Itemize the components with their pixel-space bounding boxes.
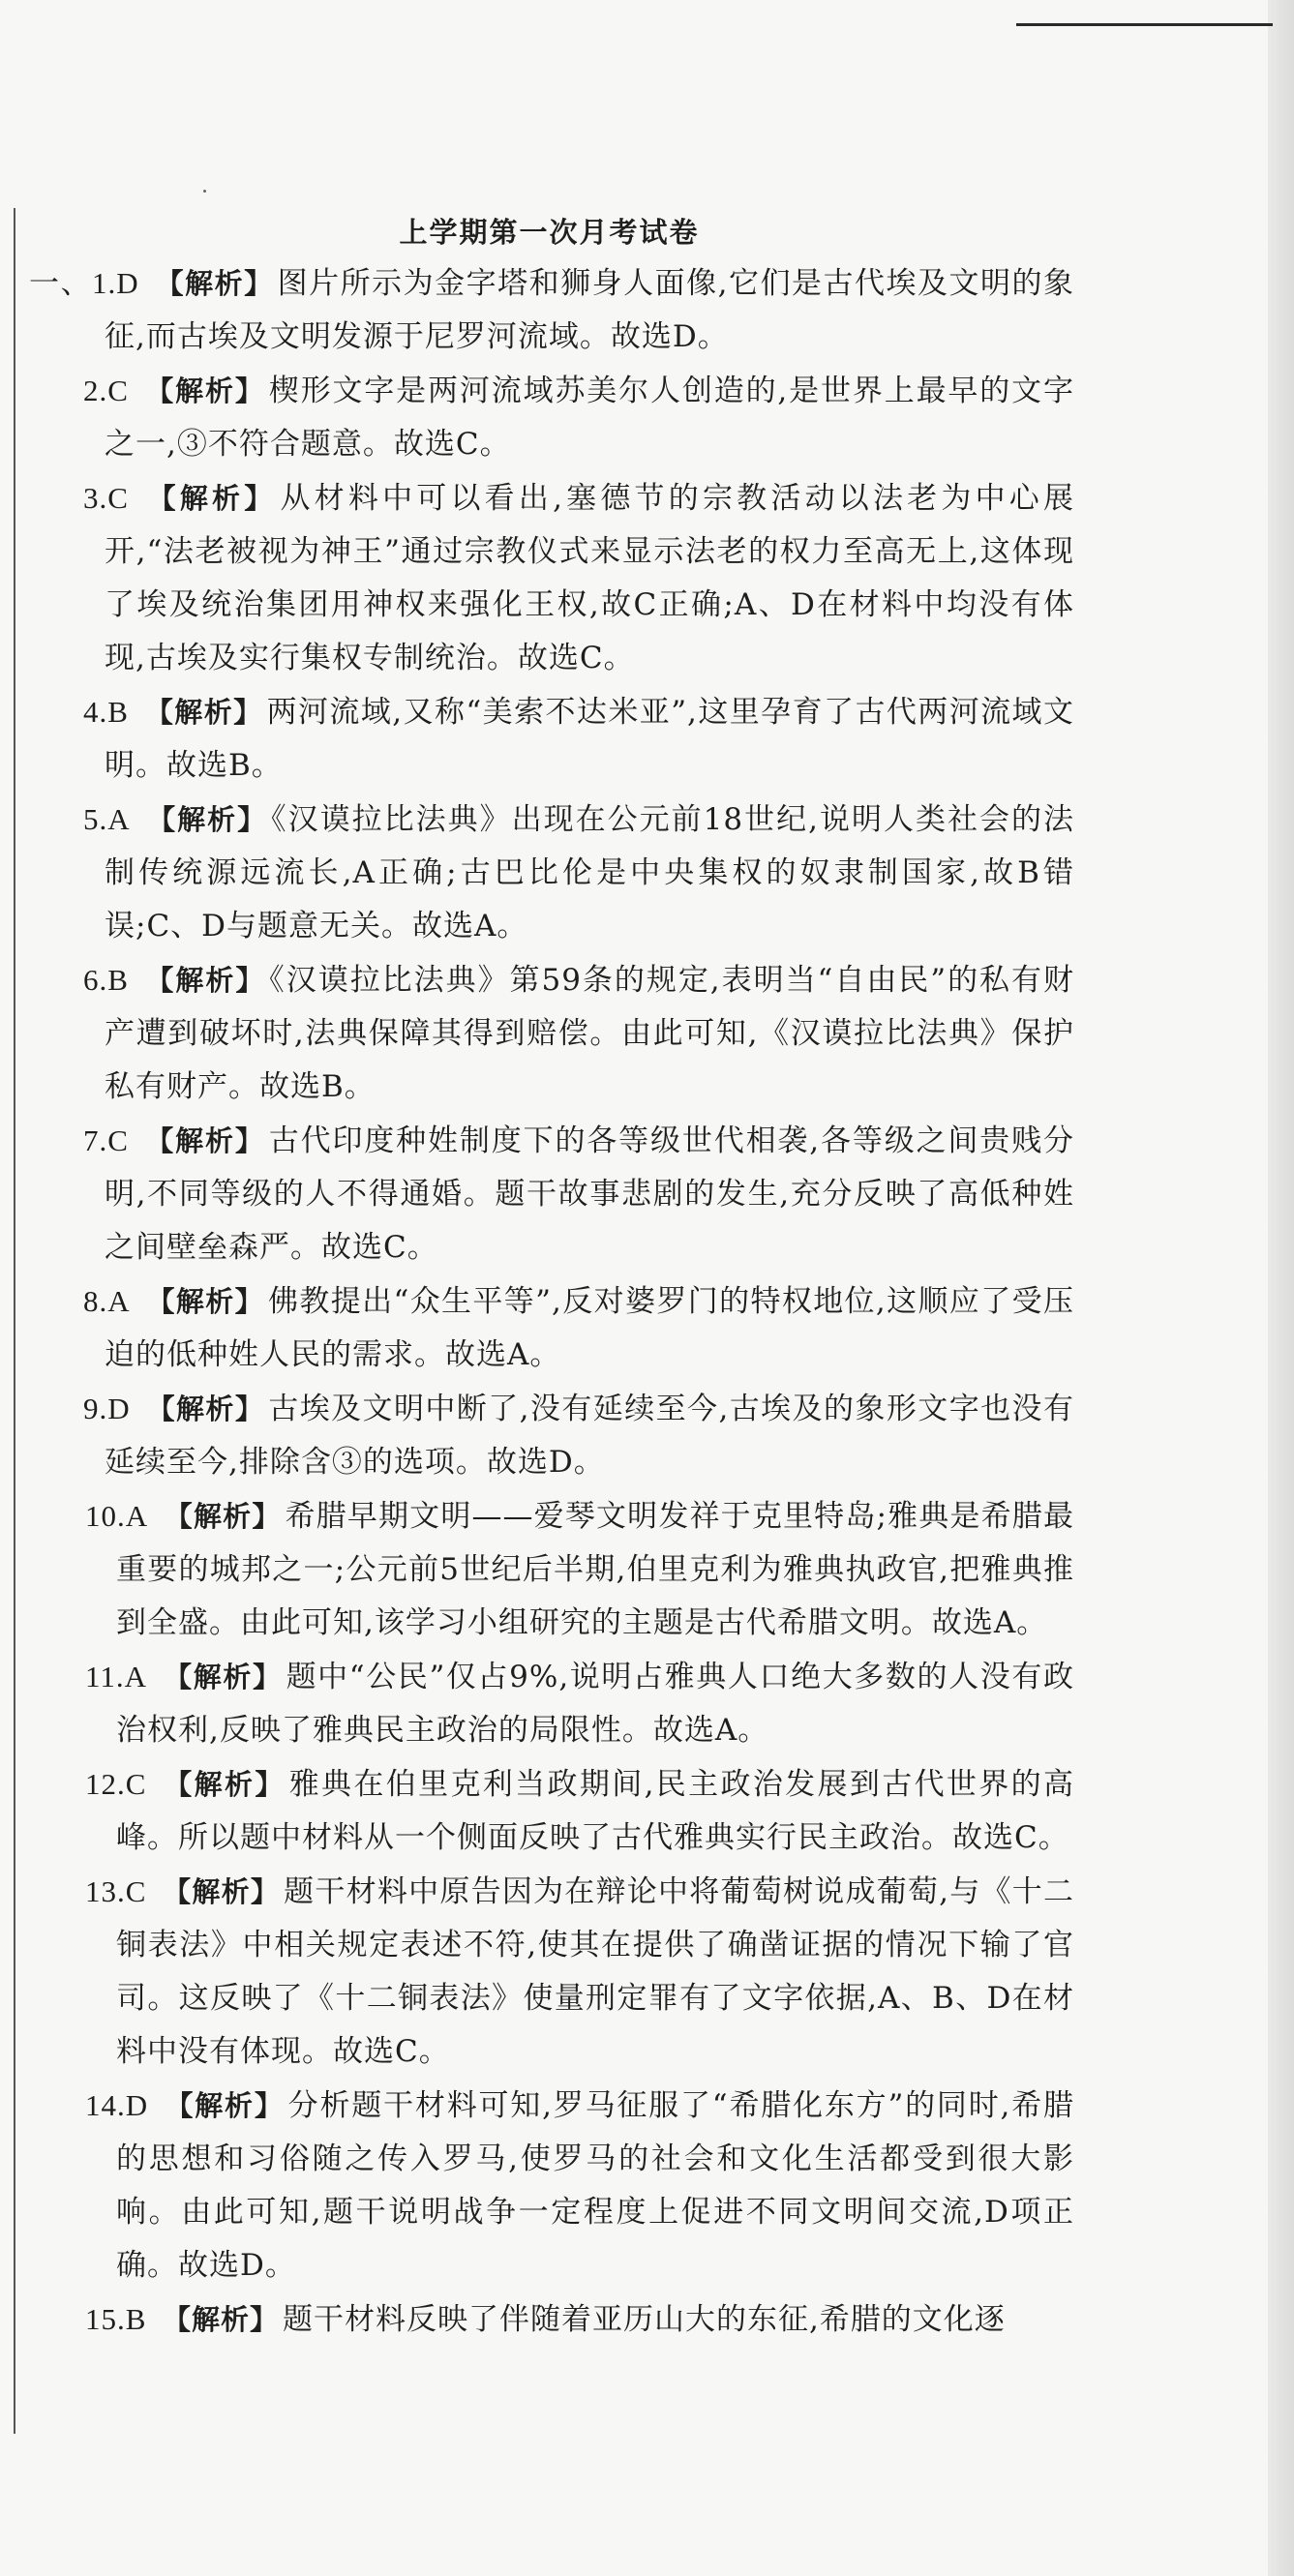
answer-item xyxy=(29,2292,1074,2347)
analysis-text: 《汉谟拉比法典》出现在公元前18世纪,说明人类社会的法制传统源远流长,A正确;古巴比伦是中央集权的奴隶制国家,故B错误;C、D与题意无关。故选A。 xyxy=(105,802,1074,944)
section-prefix: 一、 xyxy=(29,266,92,301)
scan-speck xyxy=(203,190,206,193)
answer-number: 3.C xyxy=(83,481,129,515)
analysis-text: 雅典在伯里克利当政期间,民主政治发展到古代世界的高峰。所以题中材料从一个侧面反映了古代雅典实行民主政治。故选C。 xyxy=(116,1767,1074,1855)
analysis-text: 题中“公民”仅占9%,说明占雅典人口绝大多数的人没有政治权利,反映了雅典民主政治的局限性。故选A。 xyxy=(116,1660,1074,1748)
analysis-tag: 【解析】 xyxy=(144,696,263,729)
answer-number: 11.A xyxy=(85,1660,147,1693)
answer-number: 1.D xyxy=(92,266,139,300)
answer-number: 5.A xyxy=(83,802,131,836)
answer-item xyxy=(29,364,1074,471)
analysis-text: 佛教提出“众生平等”,反对婆罗门的特权地位,这顺应了受压迫的低种姓人民的需求。故选A。 xyxy=(105,1284,1074,1372)
analysis-tag: 【解析】 xyxy=(155,267,274,300)
answer-number: 14.D xyxy=(85,2088,149,2122)
answer-number: 9.D xyxy=(83,1392,131,1425)
analysis-tag: 【解析】 xyxy=(146,1285,264,1318)
answer-number: 7.C xyxy=(83,1123,129,1157)
answer-item xyxy=(29,1274,1074,1382)
analysis-text: 古埃及文明中断了,没有延续至今,古埃及的象形文字也没有延续至今,排除含③的选项。故选D。 xyxy=(105,1392,1074,1480)
analysis-tag: 【解析】 xyxy=(164,1500,282,1533)
analysis-text: 楔形文字是两河流域苏美尔人创造的,是世界上最早的文字之一,③不符合题意。故选C。 xyxy=(105,374,1074,462)
answer-number: 13.C xyxy=(85,1874,147,1908)
analysis-tag: 【解析】 xyxy=(163,1661,283,1693)
answer-number: 12.C xyxy=(85,1767,147,1801)
analysis-text: 分析题干材料可知,罗马征服了“希腊化东方”的同时,希腊的思想和习俗随之传入罗马,使罗马的社会和文化生活都受到很大影响。由此可知,题干说明战争一定程度上促进不同文明间交流,D项正确。故选D。 xyxy=(116,2088,1074,2283)
page-title: 上学期第一次月考试卷 xyxy=(399,216,700,249)
answer-item xyxy=(29,953,1074,1114)
answer-item xyxy=(29,2079,1074,2292)
analysis-tag: 【解析】 xyxy=(164,2089,285,2122)
answer-item xyxy=(29,256,1074,364)
analysis-tag: 【解析】 xyxy=(162,1875,281,1908)
answer-number: 8.A xyxy=(83,1284,131,1318)
analysis-tag: 【解析】 xyxy=(162,1768,286,1801)
analysis-tag: 【解析】 xyxy=(144,482,277,515)
answer-item xyxy=(29,471,1074,685)
analysis-text: 两河流域,又称“美索不达米亚”,这里孕育了古代两河流域文明。故选B。 xyxy=(105,695,1074,783)
analysis-text: 题干材料反映了伴随着亚历山大的东征,希腊的文化逐 xyxy=(282,2302,1006,2337)
answer-item xyxy=(29,1650,1074,1757)
analysis-text: 题干材料中原告因为在辩论中将葡萄树说成葡萄,与《十二铜表法》中相关规定表述不符,使其在提供了确凿证据的情况下输了官司。这反映了《十二铜表法》使量刑定罪有了文字依据,A、B、D在材料中没有体现。故选C。 xyxy=(116,1874,1074,2069)
answer-item xyxy=(29,1865,1074,2079)
top-rule xyxy=(1016,23,1273,26)
answer-item xyxy=(29,793,1074,953)
analysis-text: 《汉谟拉比法典》第59条的规定,表明当“自由民”的私有财产遭到破坏时,法典保障其得到赔偿。由此可知,《汉谟拉比法典》保护私有财产。故选B。 xyxy=(105,963,1074,1104)
analysis-text: 图片所示为金字塔和狮身人面像,它们是古代埃及文明的象征,而古埃及文明发源于尼罗河流域。故选D。 xyxy=(105,266,1074,354)
left-margin-line xyxy=(14,208,15,2434)
answer-item xyxy=(29,1757,1074,1865)
answer-number: 4.B xyxy=(83,695,129,729)
answer-number: 6.B xyxy=(83,963,129,997)
answer-item xyxy=(29,685,1074,793)
answer-item xyxy=(29,1489,1074,1650)
answer-item xyxy=(29,1382,1074,1489)
analysis-tag: 【解析】 xyxy=(162,2303,279,2336)
analysis-tag: 【解析】 xyxy=(144,374,265,407)
page-edge-shadow xyxy=(1268,0,1294,2576)
analysis-text: 希腊早期文明——爱琴文明发祥于克里特岛;雅典是希腊最重要的城邦之一;公元前5世纪后半期,伯里克利为雅典执政官,把雅典推到全盛。由此可知,该学习小组研究的主题是古代希腊文明。故选A。 xyxy=(116,1499,1074,1640)
analysis-tag: 【解析】 xyxy=(146,1393,265,1425)
answer-item xyxy=(29,1114,1074,1274)
analysis-tag: 【解析】 xyxy=(144,964,266,997)
answer-number: 15.B xyxy=(85,2302,147,2336)
analysis-text: 从材料中可以看出,塞德节的宗教活动以法老为中心展开,“法老被视为神王”通过宗教仪式来显示法老的权力至高无上,这体现了埃及统治集团用神权来强化王权,故C正确;A、D在材料中均没有体现,古埃及实行集权专制统治。故选C。 xyxy=(105,481,1074,675)
answer-number: 10.A xyxy=(85,1499,149,1533)
answer-list xyxy=(29,256,1074,2347)
answer-number: 2.C xyxy=(83,374,129,407)
analysis-text: 古代印度种姓制度下的各等级世代相袭,各等级之间贵贱分明,不同等级的人不得通婚。题干故事悲剧的发生,充分反映了高低种姓之间壁垒森严。故选C。 xyxy=(105,1123,1074,1265)
analysis-tag: 【解析】 xyxy=(146,803,268,836)
analysis-tag: 【解析】 xyxy=(144,1124,265,1157)
